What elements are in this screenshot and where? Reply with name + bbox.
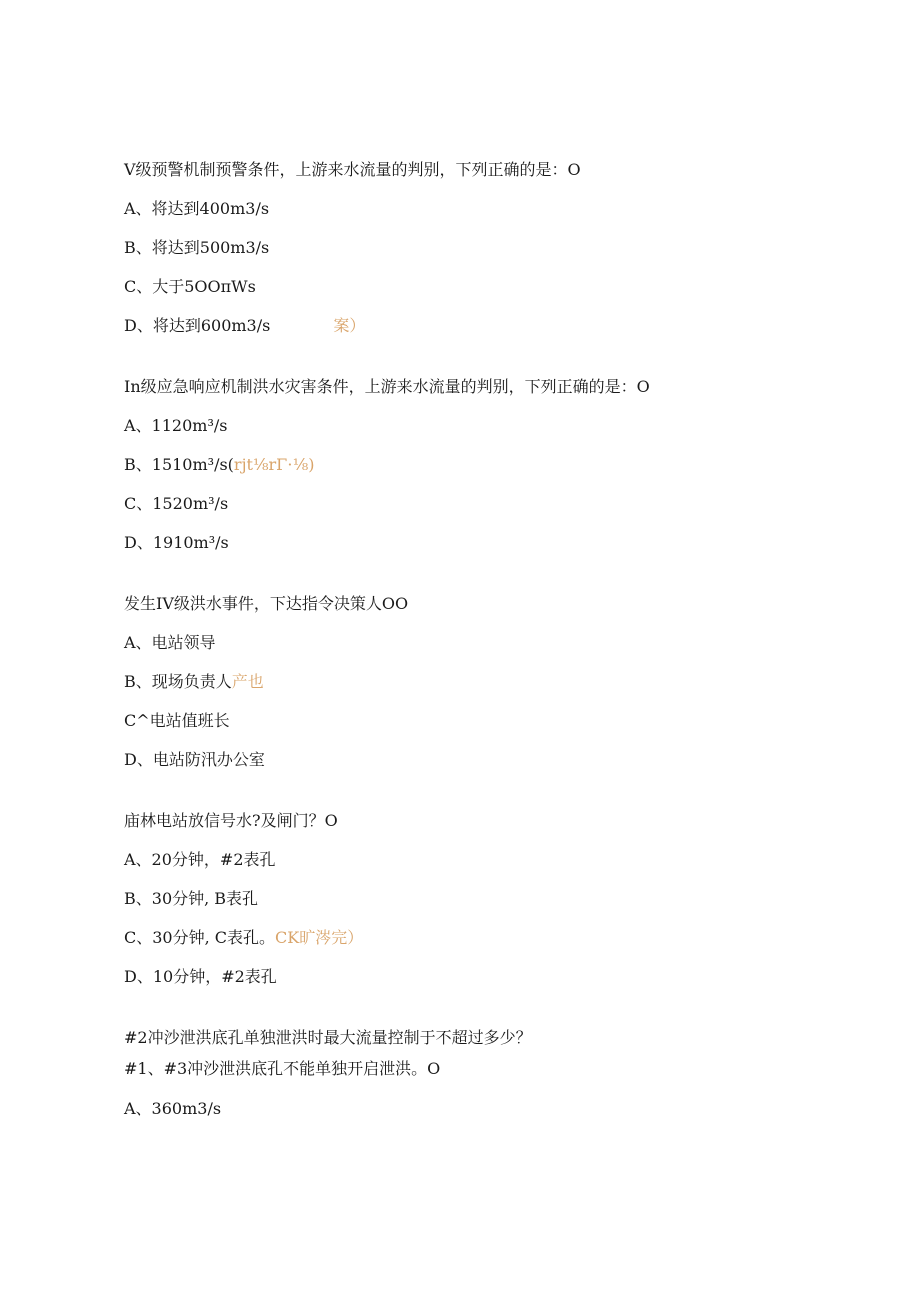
option-text: B、1510m³∕s( xyxy=(124,455,234,474)
question-2-option-a: A、1120m³∕s xyxy=(124,416,228,435)
question-4-option-b: B、30分钟, B表孔 xyxy=(124,889,259,908)
question-2-option-c: C、1520m³∕s xyxy=(124,494,229,513)
question-4-stem: 庙林电站放信号水?及闸门？O xyxy=(124,811,338,830)
question-4-option-d: D、10分钟，#2表孔 xyxy=(124,967,277,986)
question-3-stem: 发生IV级洪水事件，下达指令决策人OO xyxy=(124,594,409,613)
option-text: B、现场负责人 xyxy=(124,672,232,691)
question-1-option-d xyxy=(124,316,365,336)
question-1-stem: V级预警机制预警条件，上游来水流量的判别，下列正确的是：O xyxy=(124,160,581,179)
answer-mark: 案） xyxy=(333,316,366,335)
question-5-stem: #2冲沙泄洪底孔单独泄洪时最大流量控制于不超过多少？ xyxy=(124,1028,532,1047)
question-3-option-d: D、电站防汛办公室 xyxy=(124,750,265,769)
question-2-option-b xyxy=(124,455,314,475)
question-5-option-a: A、360m3∕s xyxy=(124,1099,222,1118)
question-2-option-d: D、1910m³∕s xyxy=(124,533,229,552)
question-1-option-b: B、将达到500m3∕s xyxy=(124,238,270,257)
question-1-option-a: A、将达到400m3∕s xyxy=(124,199,270,218)
answer-mark: 产也 xyxy=(231,672,264,691)
question-3-option-a: A、电站领导 xyxy=(124,633,216,652)
answer-mark: rjt⅛rΓ⋅⅛) xyxy=(233,455,315,474)
option-text: C、30分钟, C表孔。 xyxy=(124,928,276,947)
question-4-option-c xyxy=(124,928,363,948)
question-4-option-a: A、20分钟，#2表孔 xyxy=(124,850,276,869)
option-text: D、将达到600m3∕s xyxy=(124,316,271,335)
question-3-option-c: C^电站值班长 xyxy=(124,711,230,730)
question-3-option-b xyxy=(124,672,264,692)
question-1-option-c: C、大于5OOπWs xyxy=(124,277,256,296)
question-2-stem: In级应急响应机制洪水灾害条件，上游来水流量的判别，下列正确的是：O xyxy=(124,377,650,396)
answer-mark: CK旷涔完） xyxy=(275,928,364,947)
question-5-stem-note: #1、#3冲沙泄洪底孔不能单独开启泄洪。O xyxy=(124,1059,441,1078)
